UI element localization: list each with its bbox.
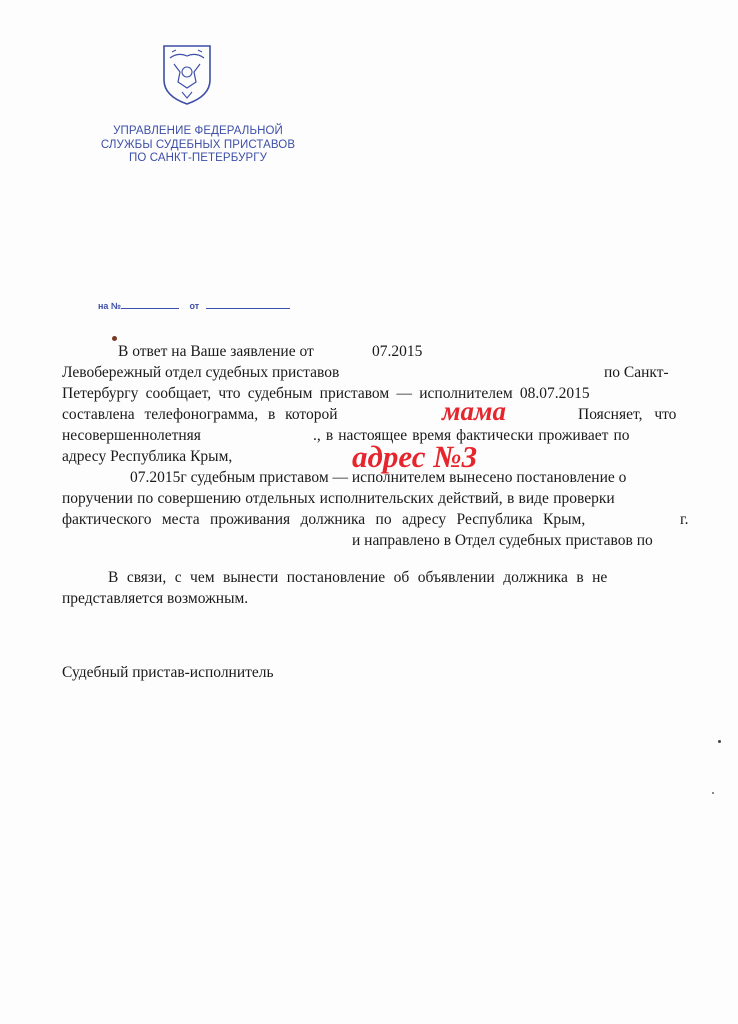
ref-date-label: от bbox=[189, 301, 200, 311]
body-line-7: 07.2015г судебным приставом — исполнителем вынесено постановление о bbox=[130, 469, 627, 486]
body-line-2b: по Санкт- bbox=[604, 364, 669, 381]
ref-date-blank bbox=[206, 300, 290, 309]
scan-speck bbox=[712, 792, 714, 794]
body-line-8: поручении по совершению отдельных исполнительских действий, в виде проверки bbox=[62, 490, 615, 507]
body-line-9a: фактического места проживания должника по адресу Республика Крым, bbox=[62, 511, 586, 528]
body-line-9b: г. bbox=[680, 511, 689, 528]
body-line-6: адресу Республика Крым, bbox=[62, 448, 233, 465]
body-line-4a: составлена телефонограмма, в которой bbox=[62, 406, 338, 423]
org-header-line-1: УПРАВЛЕНИЕ ФЕДЕРАЛЬНОЙ bbox=[113, 125, 283, 137]
annotation-address-3: адрес №3 bbox=[352, 439, 478, 474]
body-line-4b: Поясняет, что bbox=[578, 406, 677, 423]
body-line-2a: Левобережный отдел судебных приставов bbox=[62, 364, 340, 381]
body-line-1b: 07.2015 bbox=[372, 343, 423, 360]
coat-of-arms-icon bbox=[160, 42, 214, 106]
body-line-1a: В ответ на Ваше заявление от bbox=[118, 343, 314, 360]
body-line-5b: ., в настоящее время фактически проживает по bbox=[313, 427, 630, 444]
body-p2-line-2: представляется возможным. bbox=[62, 590, 249, 607]
ref-number-label: на № bbox=[98, 301, 121, 311]
annotation-mama: мама bbox=[442, 396, 506, 426]
ink-dot bbox=[112, 336, 117, 341]
body-p2-line-1: В связи, с чем вынести постановление об объявлении должника в не bbox=[108, 569, 608, 586]
body-line-5a: несовершеннолетняя bbox=[62, 427, 201, 444]
scan-speck bbox=[718, 740, 721, 743]
org-header bbox=[88, 125, 308, 166]
signature-title: Судебный пристав-исполнитель bbox=[62, 664, 274, 681]
org-header-line-2: СЛУЖБЫ СУДЕБНЫХ ПРИСТАВОВ bbox=[100, 138, 296, 151]
body-line-10: и направлено в Отдел судебных приставов по bbox=[352, 532, 653, 549]
body-line-3: Петербургу сообщает, что судебным приставом — исполнителем 08.07.2015 bbox=[62, 385, 590, 402]
ref-number-blank bbox=[121, 300, 179, 309]
reference-line bbox=[98, 300, 290, 311]
org-header-line-3: ПО САНКТ-ПЕТЕРБУРГУ bbox=[129, 152, 267, 164]
